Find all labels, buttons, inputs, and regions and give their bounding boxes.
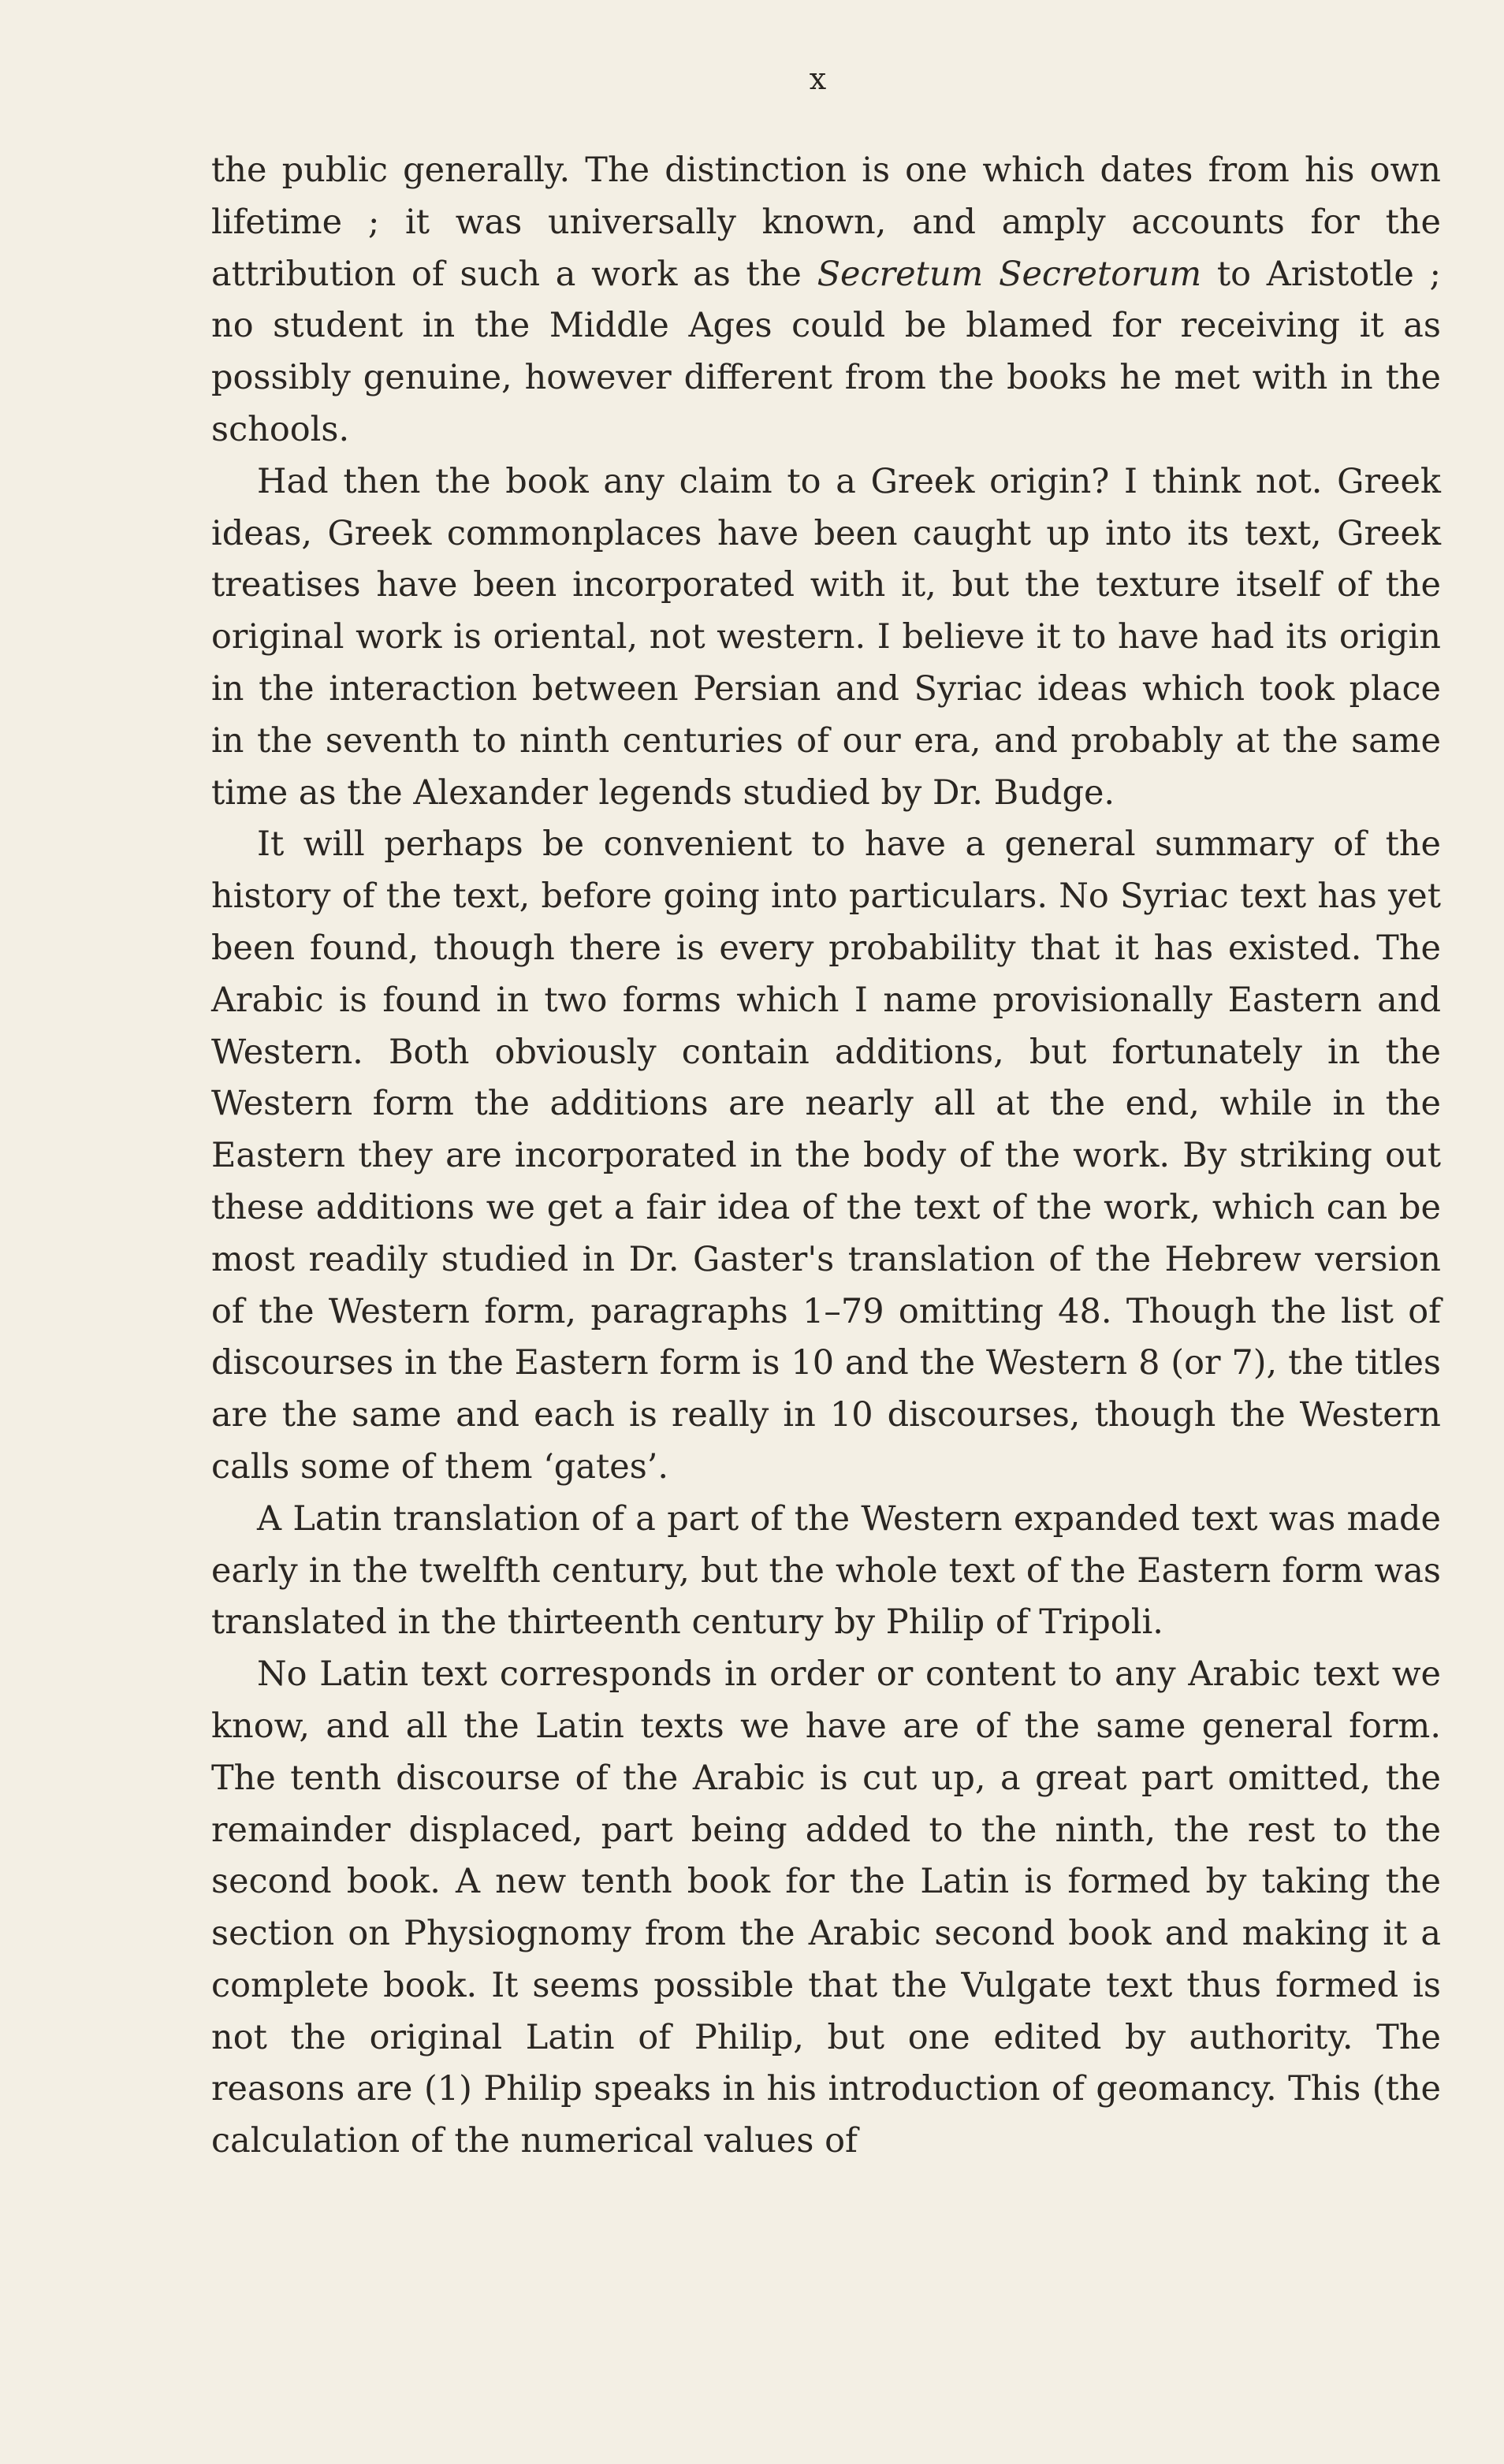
italic-title: Secretum Secretorum (817, 254, 1202, 294)
text-span: No Latin text corresponds in order or content to any Arabic text we know, and all the Latin texts we have are of the same general form. The tenth discourse of the Arabic is cut up, a great part omitted, the remainder displaced, part being added to the ninth, the rest to the second book. A new tenth book for the Latin is formed by taking the section on Physiognomy from the Arabic second book and making it a complete book. It seems possible that the Vulgate text thus formed is not the original Latin of Philip, but one edited by authority. The reasons are (1) Philip speaks in his introduction of geomancy. This (the calculation of the numerical values of (211, 1654, 1441, 2161)
paragraph-5 (211, 1649, 1441, 2168)
body-text (211, 145, 1441, 2168)
paragraph-2 (211, 456, 1441, 820)
text-span: Had then the book any claim to a Greek origin? I think not. Greek ideas, Greek commonplaces have been caught up into its text, Greek treatises have been incorporated with it, but the texture itself of the original work is oriental, not western. I believe it to have had its origin in the interaction between Persian and Syriac ideas which took place in the seventh to ninth centuries of our era, and probably at the same time as the Alexander legends studied by Dr. Budge. (211, 461, 1441, 813)
page-number: x (809, 61, 828, 96)
paragraph-3 (211, 819, 1441, 1493)
text-span: the public generally. The distinction is one which dates from his own lifetime ; it was universally known, and amply accounts for the attribution of such a work as the (211, 151, 1441, 294)
text-span: to Aristotle ; no student in the Middle Ages could be blamed for receiving it as possibly genuine, however different from the books he met with in the schools. (211, 254, 1441, 449)
paragraph-1 (211, 145, 1441, 456)
paragraph-4 (211, 1494, 1441, 1649)
text-span: A Latin translation of a part of the Western expanded text was made early in the twelfth century, but the whole text of the Eastern form was translated in the thirteenth century by Philip of Tripoli. (211, 1498, 1441, 1643)
text-span: It will perhaps be convenient to have a general summary of the history of the text, before going into particulars. No Syriac text has yet been found, though there is every probability that it has existed. The Arabic is found in two forms which I name provisionally Eastern and Western. Both obviously contain additions, but fortunately in the Western form the additions are nearly all at the end, while in the Eastern they are incorporated in the body of the work. By striking out these additions we get a fair idea of the text of the work, which can be most readily studied in Dr. Gaster's translation of the Hebrew version of the Western form, paragraphs 1–79 omitting 48. Though the list of discourses in the Eastern form is 10 and the Western 8 (or 7), the titles are the same and each is really in 10 discourses, though the Western calls some of them ‘gates’. (211, 824, 1441, 1487)
